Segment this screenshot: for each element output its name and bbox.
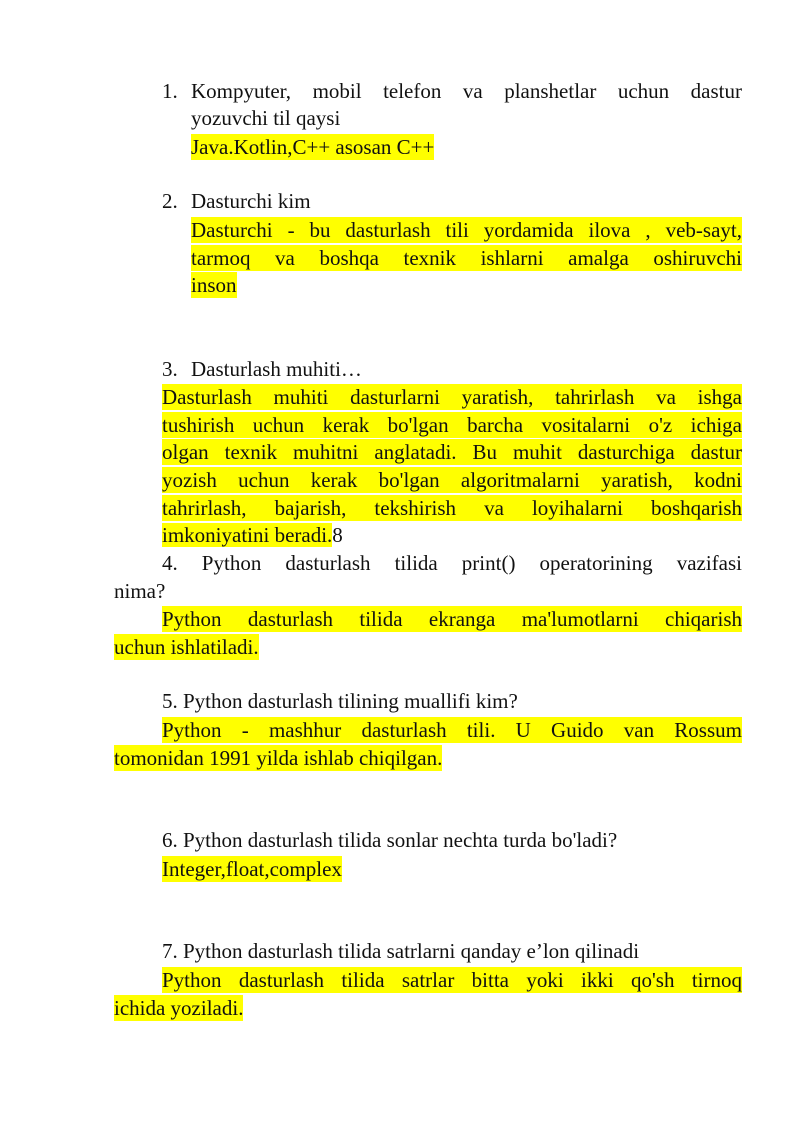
q4-question-line2: nima?	[114, 579, 166, 603]
q4-question-line1: 4. Python dasturlash tilida print() operatorining vazifasi	[162, 551, 742, 575]
q2-number: 2.	[162, 189, 178, 213]
q5-question: 5. Python dasturlash tilining muallifi kim?	[162, 689, 518, 713]
q5-answer-line1: Python - mashhur dasturlash tili. U Guido van Rossum	[162, 718, 742, 742]
q6-answer: Integer,float,complex	[162, 857, 342, 881]
q2-answer-line1: Dasturchi - bu dasturlash tili yordamida ilova , veb-sayt,	[191, 218, 742, 242]
q3-number: 3.	[162, 357, 178, 381]
q3-answer-line3: olgan texnik muhitni anglatadi. Bu muhit dasturchiga dastur	[162, 440, 742, 464]
q3-question: Dasturlash muhiti…	[191, 357, 362, 381]
q3-answer-line1: Dasturlash muhiti dasturlarni yaratish, tahrirlash va ishga	[162, 385, 742, 409]
q1-answer: Java.Kotlin,C++ asosan C++	[191, 135, 435, 159]
q3-trailing-number: 8	[332, 523, 343, 547]
q2-answer-line2: tarmoq va boshqa texnik ishlarni amalga oshiruvchi	[191, 246, 742, 270]
q3-answer-line6	[162, 522, 343, 548]
q7-answer-line2: ichida yoziladi.	[114, 996, 244, 1020]
q2-answer-line3: inson	[191, 273, 237, 297]
q6-question: 6. Python dasturlash tilida sonlar nechta turda bo'ladi?	[162, 828, 618, 852]
q3-answer-line2: tushirish uchun kerak bo'lgan barcha vositalarni o'z ichiga	[162, 413, 742, 437]
q1-question-line2: yozuvchi til qaysi	[191, 106, 341, 130]
q3-answer-line5: tahrirlash, bajarish, tekshirish va loyihalarni boshqarish	[162, 496, 742, 520]
q1-number: 1.	[162, 79, 178, 103]
q5-answer-line2: tomonidan 1991 yilda ishlab chiqilgan.	[114, 746, 443, 770]
q7-question: 7. Python dasturlash tilida satrlarni qanday e’lon qilinadi	[162, 939, 640, 963]
q3-answer-line6-text: imkoniyatini beradi.	[162, 523, 333, 547]
q3-answer-line4: yozish uchun kerak bo'lgan algoritmalarni yaratish, kodni	[162, 468, 742, 492]
q7-answer-line1: Python dasturlash tilida satrlar bitta yoki ikki qo'sh tirnoq	[162, 968, 742, 992]
q4-answer-line2: uchun ishlatiladi.	[114, 635, 259, 659]
q1-question-line1: Kompyuter, mobil telefon va planshetlar uchun dastur	[191, 79, 742, 103]
q2-question: Dasturchi kim	[191, 189, 311, 213]
q4-answer-line1: Python dasturlash tilida ekranga ma'lumotlarni chiqarish	[162, 607, 742, 631]
